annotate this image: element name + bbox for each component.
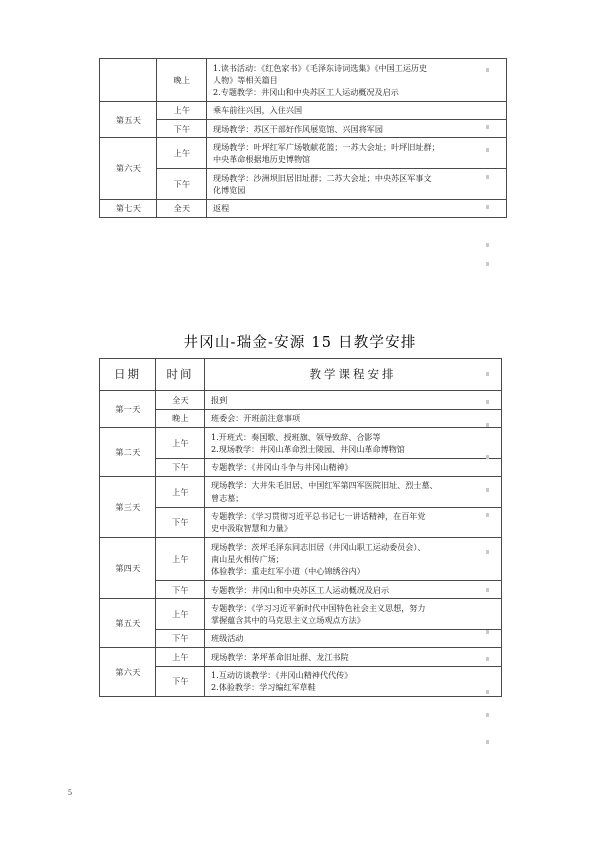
content-line: 现场教学：叶坪红军广场敬献花篮；一苏大会址；叶坪旧址群； (213, 141, 440, 152)
table-row (100, 538, 502, 581)
scan-artifact-mark (486, 423, 489, 427)
content-line: 史中汲取智慧和力量》 (211, 523, 292, 534)
table-row (100, 648, 502, 666)
content-line: 化博览园 (213, 184, 246, 195)
row-date-cell: 第五天 (100, 599, 156, 648)
content-line: 2.体验教学：学习编红军草鞋 (211, 682, 316, 693)
row-date-cell: 第二天 (100, 428, 156, 477)
content-line: 现场教学：茨坪毛泽东同志旧居（井冈山职工运动委员会）、 (211, 541, 426, 552)
scan-artifact-mark (486, 68, 489, 72)
page-number: 5 (68, 788, 72, 797)
scan-artifact-mark (486, 455, 489, 459)
scan-artifact-mark (486, 630, 489, 634)
content-line: 班级活动 (211, 633, 244, 644)
content-line: 专题教学：井冈山和中央苏区工人运动概况及启示 (211, 584, 390, 595)
table-row (100, 629, 502, 647)
table-row (100, 199, 507, 217)
scan-artifact-mark (486, 243, 489, 247)
row-time-cell: 上午 (156, 476, 205, 507)
scan-artifact-mark (486, 588, 489, 592)
content-line: 1.开班式：奏国歌、授班旗、领导致辞、合影等 (211, 431, 381, 442)
row-time-cell: 下午 (156, 581, 205, 599)
row-date-cell: 第六天 (100, 138, 157, 199)
row-time-cell: 全天 (157, 199, 207, 217)
header-time: 时间 (156, 359, 205, 391)
row-time-cell: 晚上 (156, 409, 205, 427)
row-content-cell (205, 581, 502, 599)
content-line: 1.互动访谈教学：《井冈山精神代代传》 (211, 670, 353, 681)
scan-artifact-mark (486, 125, 489, 129)
table-row (100, 409, 502, 427)
row-time-cell: 下午 (156, 629, 205, 647)
row-content-cell (207, 120, 507, 138)
scan-artifact-mark (486, 372, 489, 376)
table-row (100, 428, 502, 459)
table-row (100, 666, 502, 697)
content-line: 专题教学：《学习贯彻习近平总书记七一讲话精神，在百年党 (211, 511, 426, 522)
row-content-cell (207, 59, 507, 102)
row-time-cell: 下午 (157, 120, 207, 138)
row-content-cell (207, 138, 507, 169)
row-content-cell (207, 199, 507, 217)
row-time-cell: 上午 (156, 599, 205, 630)
header-date: 日期 (100, 359, 156, 391)
content-line: 现场教学：沙洲坝旧居旧址群；二苏大会址；中央苏区军事文 (213, 172, 432, 183)
table-row (100, 458, 502, 476)
row-content-cell (205, 666, 502, 697)
row-content-cell (205, 538, 502, 581)
content-line: 中央革命根据地历史博物馆 (213, 154, 311, 165)
row-time-cell: 晚上 (157, 59, 207, 102)
scan-artifact-mark (486, 690, 489, 694)
scan-artifact-mark (486, 513, 489, 517)
row-content-cell (205, 507, 502, 538)
row-time-cell: 上午 (157, 138, 207, 169)
content-line: 南山星火相传广场； (211, 553, 284, 564)
table-row (100, 599, 502, 630)
scan-artifact-mark (486, 175, 489, 179)
row-time-cell: 下午 (156, 507, 205, 538)
row-time-cell: 上午 (156, 648, 205, 666)
content-line: 乘车前往兴国，入住兴国 (213, 105, 303, 116)
scan-artifact-mark (486, 550, 489, 554)
continued-schedule-body (100, 59, 507, 218)
table-row (100, 169, 507, 200)
scan-artifact-mark (486, 148, 489, 152)
row-time-cell: 下午 (156, 666, 205, 697)
row-time-cell: 上午 (156, 428, 205, 459)
row-date-cell: 第五天 (100, 101, 157, 138)
content-line: 专题教学：《井冈山斗争与井冈山精神》 (211, 462, 353, 473)
row-date-cell (100, 59, 157, 102)
row-time-cell: 上午 (157, 101, 207, 119)
row-time-cell: 下午 (157, 169, 207, 200)
row-content-cell (205, 391, 502, 409)
row-time-cell: 上午 (156, 538, 205, 581)
row-content-cell (205, 648, 502, 666)
table-header-row (100, 359, 502, 391)
scan-artifact-mark (486, 713, 489, 717)
main-schedule-table (99, 358, 502, 697)
scan-artifact-mark (486, 488, 489, 492)
main-schedule-body (100, 359, 502, 697)
row-content-cell (205, 629, 502, 647)
scan-artifact-mark (486, 740, 489, 744)
content-line: 2.现场教学：井冈山革命烈士陵园、井冈山革命博物馆 (211, 443, 405, 454)
row-content-cell (205, 428, 502, 459)
row-content-cell (205, 476, 502, 507)
content-line: 2.专题教学：井冈山和中央苏区工人运动概况及启示 (213, 87, 399, 98)
row-date-cell: 第一天 (100, 391, 156, 428)
content-line: 返程 (213, 203, 230, 214)
table-row (100, 120, 507, 138)
header-content: 教学课程安排 (205, 359, 502, 391)
row-content-cell (205, 458, 502, 476)
row-time-cell: 下午 (156, 458, 205, 476)
table-row (100, 507, 502, 538)
content-line: 现场教学：茅坪革命旧址群、龙江书院 (211, 651, 349, 662)
table-row (100, 476, 502, 507)
table-row (100, 59, 507, 102)
row-date-cell: 第四天 (100, 538, 156, 599)
table-row (100, 391, 502, 409)
row-content-cell (207, 169, 507, 200)
content-line: 曾志墓； (211, 492, 244, 503)
continued-schedule-table (99, 58, 507, 218)
table-row (100, 581, 502, 599)
schedule-table-title: 井冈山-瑞金-安源 15 日教学安排 (183, 335, 417, 351)
row-time-cell: 全天 (156, 391, 205, 409)
scan-artifact-mark (486, 205, 489, 209)
content-line: 班委会：开班前注意事项 (211, 413, 301, 424)
scan-artifact-mark (486, 657, 489, 661)
scan-artifact-mark (486, 262, 489, 266)
content-line: 体验教学：重走红军小道（中心锦绣谷内） (211, 566, 365, 577)
content-line: 现场教学：大井朱毛旧居、中国红军第四军医院旧址、烈士墓、 (211, 480, 438, 491)
content-line: 人物》等相关篇目 (213, 74, 278, 85)
scan-artifact-mark (486, 400, 489, 404)
content-line: 报到 (211, 394, 228, 405)
row-content-cell (205, 409, 502, 427)
row-date-cell: 第七天 (100, 199, 157, 217)
table-row (100, 101, 507, 119)
row-content-cell (205, 599, 502, 630)
content-line: 现场教学：苏区干部好作风展览馆、兴国将军园 (213, 123, 383, 134)
table-row (100, 138, 507, 169)
content-line: 掌握蕴含其中的马克思主义立场观点方法》 (211, 615, 365, 626)
content-line: 1.读书活动：《红色家书》《毛泽东诗词选集》《中国工运历史 (213, 62, 428, 73)
row-date-cell: 第三天 (100, 476, 156, 537)
row-date-cell: 第六天 (100, 648, 156, 697)
row-content-cell (207, 101, 507, 119)
content-line: 专题教学：《学习习近平新时代中国特色社会主义思想，努力 (211, 602, 426, 613)
